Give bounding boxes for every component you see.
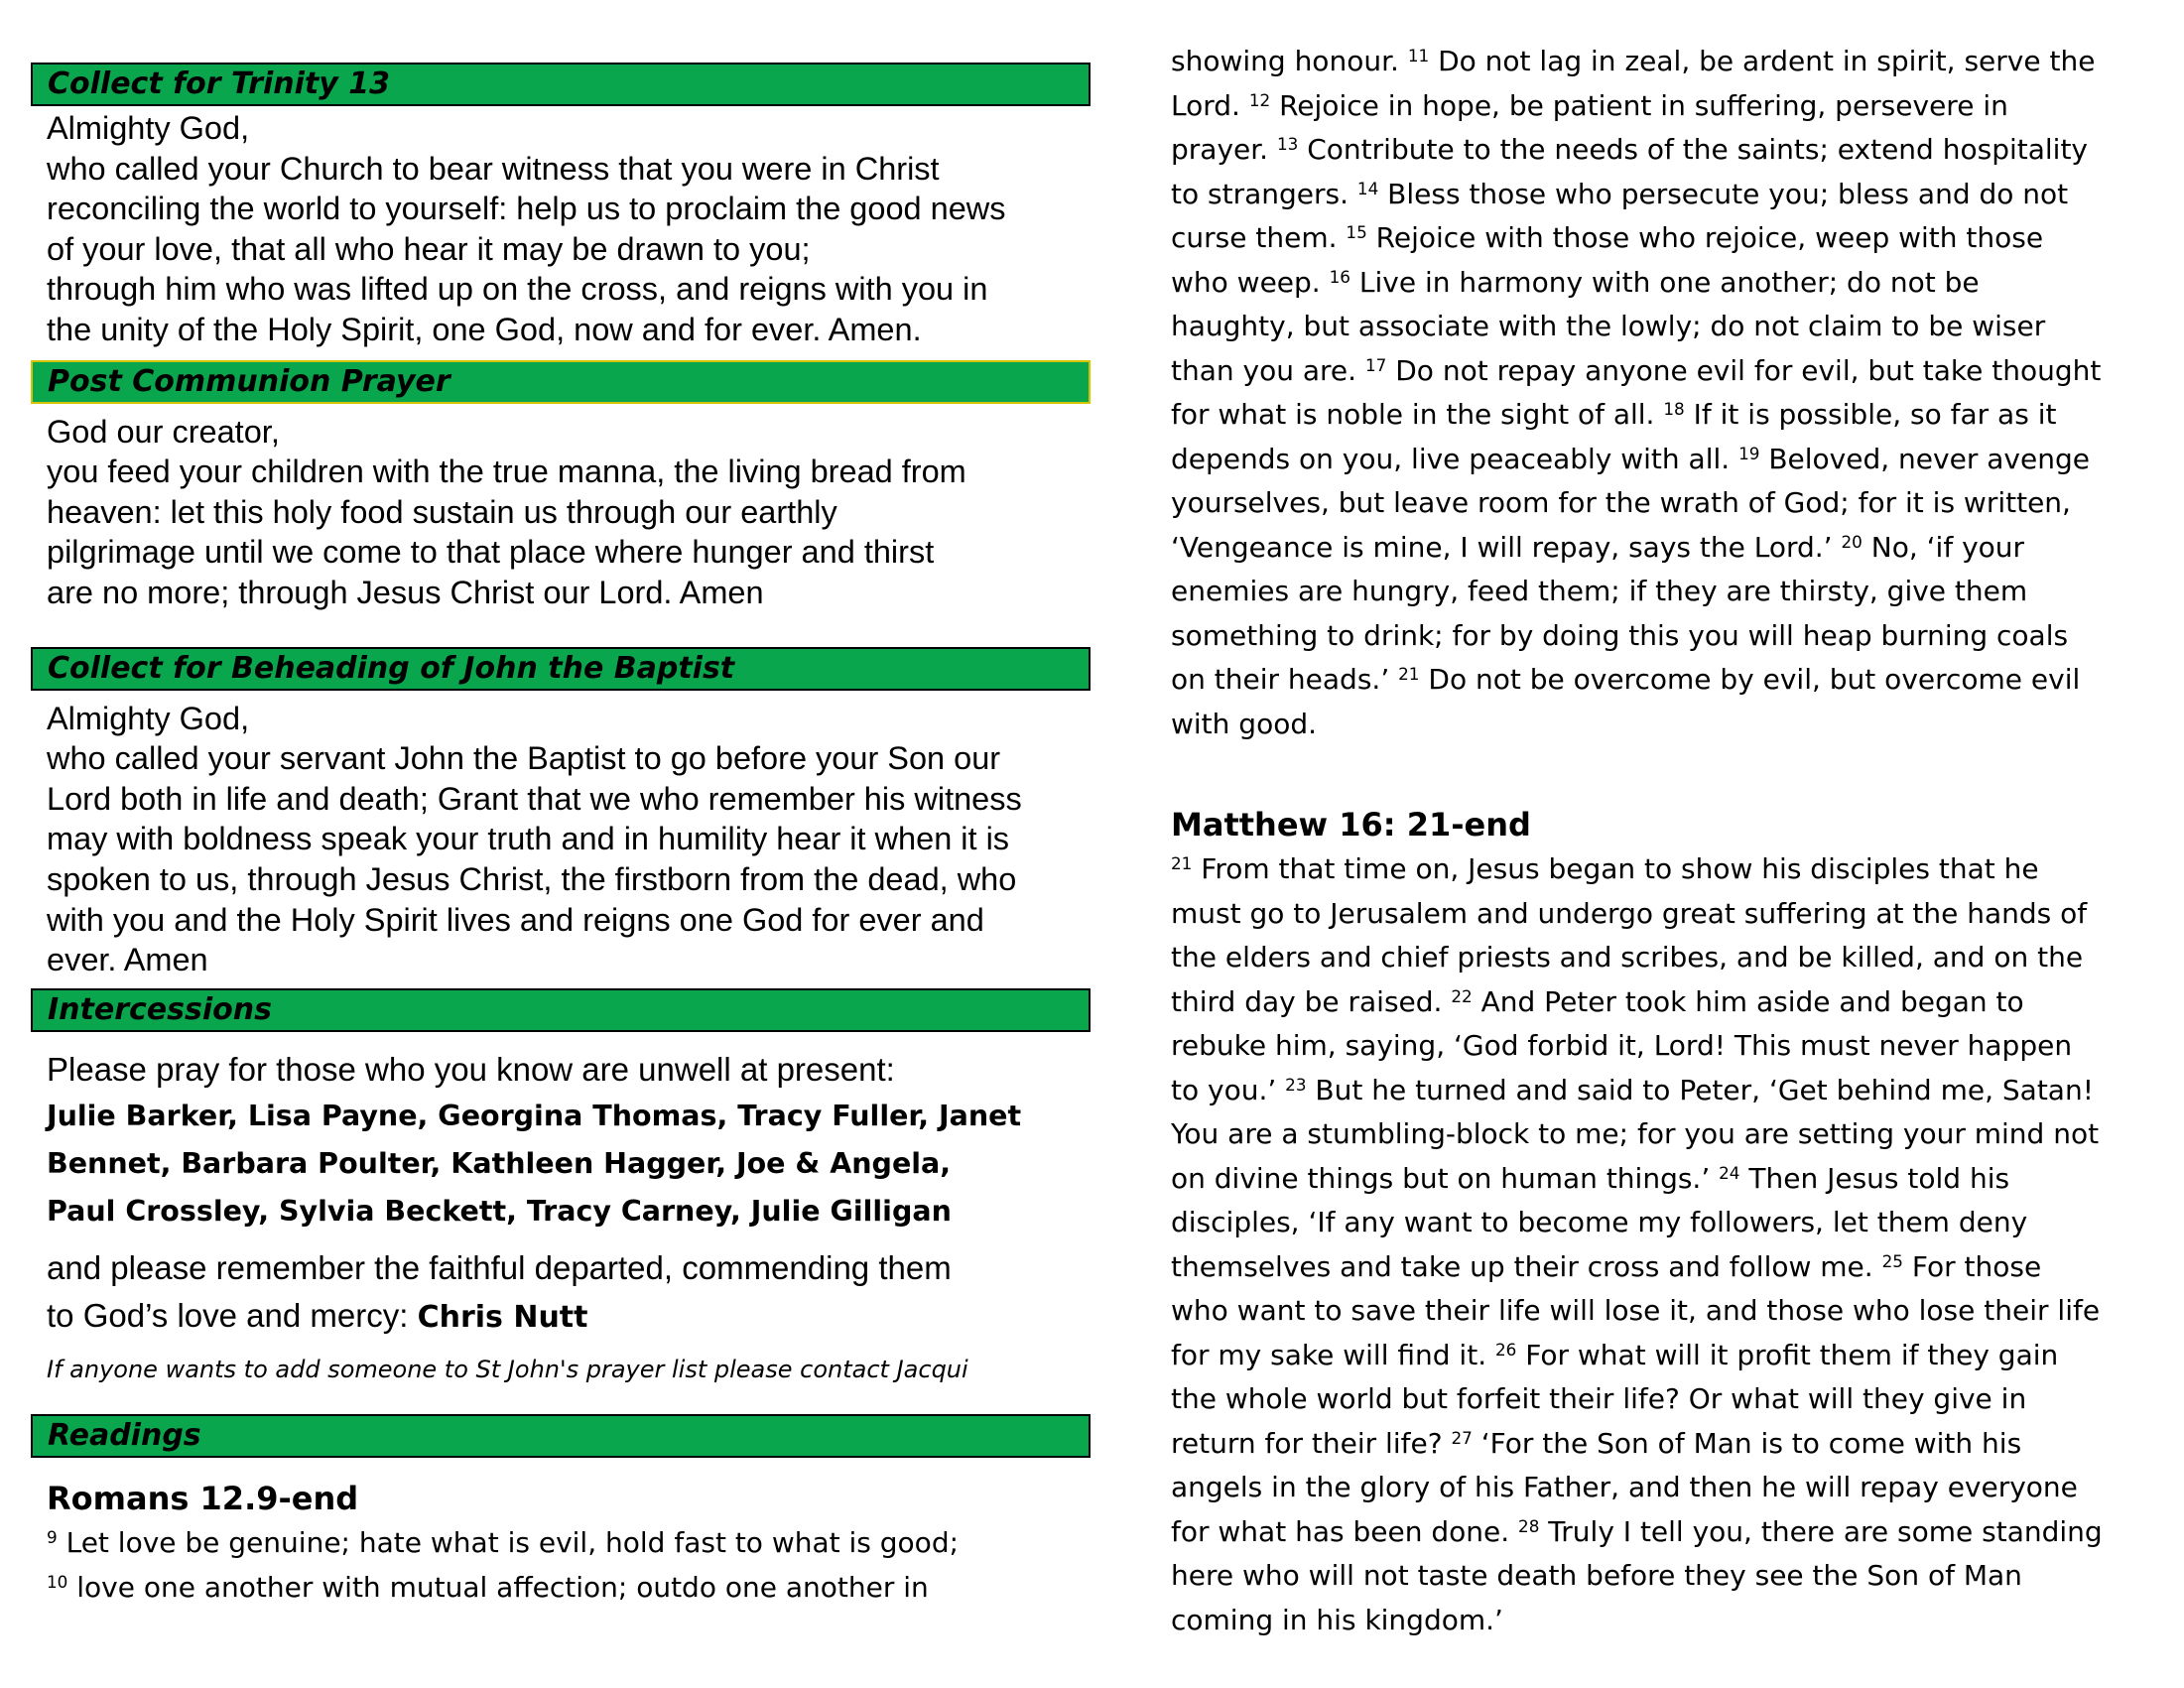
departed-name: Chris Nutt — [417, 1299, 588, 1335]
verse-text: Contribute to the needs of the saints; extend hospitality — [1298, 133, 2088, 166]
verse-text: who weep. — [1171, 265, 1330, 299]
verse-text: And Peter took him aside and began to — [1472, 984, 2024, 1018]
left-column — [31, 63, 1091, 1610]
romans-text-continued — [1171, 40, 2161, 746]
collect-trinity-heading: Collect for Trinity 13 — [31, 63, 1091, 106]
scripture-line — [1171, 1334, 2161, 1378]
scripture-line — [47, 1521, 1091, 1566]
prayer-line: Almighty God, — [47, 110, 250, 146]
verse-number: 21 — [1398, 663, 1420, 684]
verse-text: on their heads.’ — [1171, 663, 1399, 696]
verse-text: prayer. — [1171, 133, 1277, 166]
verse-text: coming in his kingdom.’ — [1171, 1603, 1503, 1636]
intercessions-names — [31, 1093, 1091, 1235]
scripture-line — [1171, 526, 2161, 571]
collect-john-text — [31, 699, 1091, 980]
departed-line-2 — [31, 1292, 1091, 1342]
verse-text: something to drink; for by doing this you will heap burning coals — [1171, 618, 2069, 652]
names-line: Paul Crossley, Sylvia Beckett, Tracy Carney, Julie Gilligan — [47, 1195, 952, 1229]
scripture-line — [1171, 1112, 2161, 1157]
matthew-text — [1171, 847, 2161, 1642]
verse-text: love one another with mutual affection; outdo one another in — [67, 1570, 929, 1604]
departed-text: to God’s love and mercy: — [47, 1296, 418, 1334]
scripture-line — [1171, 1201, 2161, 1245]
scripture-line — [1171, 570, 2161, 614]
verse-number: 25 — [1881, 1250, 1903, 1271]
verse-text: Then Jesus told his — [1739, 1161, 2010, 1195]
matthew-title: Matthew 16: 21-end — [1171, 806, 1531, 844]
scripture-line — [1171, 216, 2161, 261]
scripture-line — [1171, 173, 2161, 217]
verse-text: for my sake will find it. — [1171, 1338, 1495, 1371]
verse-text: must go to Jerusalem and undergo great suffering at the hands of — [1171, 896, 2088, 930]
prayer-line: reconciling the world to yourself: help us to proclaim the good news — [47, 191, 1006, 227]
prayer-line: the unity of the Holy Spirit, one God, now and for ever. Amen. — [47, 311, 922, 347]
verse-text: on divine things but on human things.’ — [1171, 1161, 1720, 1195]
post-communion-text — [31, 412, 1091, 613]
verse-text: for what is noble in the sight of all. — [1171, 398, 1664, 431]
verse-text: If it is possible, so far as it — [1684, 398, 2057, 431]
verse-text: Let love be genuine; hate what is evil, hold fast to what is good; — [57, 1526, 960, 1560]
prayer-line: Lord both in life and death; Grant that we who remember his witness — [47, 780, 1022, 817]
verse-number: 17 — [1364, 354, 1387, 375]
verse-number: 18 — [1663, 398, 1685, 419]
scripture-line — [1171, 84, 2161, 129]
right-column — [1171, 40, 2161, 1642]
prayer-line: heaven: let this holy food sustain us through our earthly — [47, 493, 837, 530]
verse-text: No, ‘if your — [1862, 530, 2025, 564]
verse-text: rebuke him, saying, ‘God forbid it, Lord! This must never happen — [1171, 1029, 2073, 1062]
scripture-line — [1171, 1289, 2161, 1334]
scripture-line — [1171, 1466, 2161, 1510]
names-line: Bennet, Barbara Poulter, Kathleen Hagger, Joe & Angela, — [47, 1147, 952, 1181]
departed-line-1: and please remember the faithful departed, commending them — [47, 1249, 952, 1287]
verse-number: 20 — [1841, 531, 1863, 552]
prayer-line: Almighty God, — [47, 700, 250, 736]
scripture-line — [1171, 1554, 2161, 1599]
verse-text: ‘For the Son of Man is to come with his — [1472, 1426, 2022, 1460]
verse-text: Rejoice in hope, be patient in suffering, persevere in — [1270, 88, 2008, 122]
prayer-line: spoken to us, through Jesus Christ, the firstborn from the dead, who — [47, 860, 1017, 897]
scripture-line — [1171, 936, 2161, 980]
scripture-line — [1171, 892, 2161, 937]
verse-text: For those — [1902, 1249, 2042, 1283]
verse-text: yourselves, but leave room for the wrath of God; for it is written, — [1171, 486, 2071, 519]
prayer-line: God our creator, — [47, 413, 280, 450]
scripture-line — [1171, 1510, 2161, 1555]
verse-text: the whole world but forfeit their life? Or what will they give in — [1171, 1382, 2027, 1415]
verse-number: 28 — [1518, 1515, 1540, 1536]
verse-number: 23 — [1285, 1074, 1307, 1095]
verse-text: Bless those who persecute you; bless and do not — [1378, 177, 2069, 210]
verse-number: 13 — [1276, 133, 1299, 154]
scripture-line — [1171, 349, 2161, 394]
romans-text-left — [31, 1521, 1091, 1610]
prayer-line: you feed your children with the true manna, the living bread from — [47, 454, 966, 490]
verse-text: Truly I tell you, there are some standing — [1539, 1514, 2103, 1548]
prayer-line: through him who was lifted up on the cross, and reigns with you in — [47, 271, 988, 308]
verse-number: 27 — [1451, 1427, 1473, 1448]
verse-text: Live in harmony with one another; do not be — [1349, 265, 1980, 299]
scripture-line — [1171, 658, 2161, 703]
scripture-line — [1171, 481, 2161, 526]
scripture-line — [1171, 1245, 2161, 1290]
verse-text: haughty, but associate with the lowly; do not claim to be wiser — [1171, 310, 2046, 342]
verse-text: to strangers. — [1171, 177, 1357, 210]
verse-number: 11 — [1407, 45, 1430, 65]
scripture-line — [1171, 128, 2161, 173]
verse-text: Do not lag in zeal, be ardent in spirit, serve the — [1429, 45, 2096, 77]
verse-text: Do not be overcome by evil, but overcome evil — [1419, 663, 2081, 696]
verse-text: who want to save their life will lose it, and those who lose their life — [1171, 1294, 2101, 1327]
scripture-line — [47, 1566, 1091, 1611]
verse-number: 15 — [1346, 221, 1367, 242]
prayer-line: who called your servant John the Baptist to go before your Son our — [47, 740, 1001, 777]
verse-number: 9 — [47, 1526, 58, 1547]
scripture-line — [1171, 438, 2161, 482]
verse-text: than you are. — [1171, 353, 1365, 387]
prayer-line: with you and the Holy Spirit lives and reigns one God for ever and — [47, 901, 984, 938]
verse-number: 19 — [1738, 443, 1760, 463]
scripture-line — [1171, 847, 2161, 892]
verse-text: curse them. — [1171, 221, 1347, 254]
scripture-line — [1171, 1069, 2161, 1113]
verse-number: 14 — [1356, 178, 1379, 198]
readings-heading: Readings — [31, 1414, 1091, 1458]
verse-text: But he turned and said to Peter, ‘Get behind me, Satan! — [1306, 1073, 2094, 1106]
verse-text: Beloved, never avenge — [1759, 442, 2090, 475]
verse-number: 24 — [1719, 1162, 1740, 1183]
scripture-line — [1171, 703, 2161, 747]
verse-number: 21 — [1171, 852, 1193, 873]
prayer-line: are no more; through Jesus Christ our Lord. Amen — [47, 574, 764, 610]
collect-john-heading: Collect for Beheading of John the Baptist — [31, 647, 1091, 691]
verse-number: 12 — [1248, 89, 1271, 110]
scripture-line — [1171, 1377, 2161, 1422]
verse-text: You are a stumbling-block to me; for you are setting your mind not — [1171, 1117, 2100, 1150]
verse-number: 10 — [47, 1571, 68, 1592]
verse-text: return for their life? — [1171, 1426, 1452, 1460]
verse-text: the elders and chief priests and scribes, and be killed, and on the — [1171, 941, 2084, 974]
scripture-line — [1171, 1599, 2161, 1643]
verse-number: 22 — [1451, 985, 1473, 1006]
verse-text: here who will not taste death before they see the Son of Man — [1171, 1559, 2022, 1592]
verse-text: angels in the glory of his Father, and then he will repay everyone — [1171, 1471, 2078, 1503]
scripture-line — [1171, 1422, 2161, 1467]
scripture-line — [1171, 261, 2161, 306]
scripture-line — [1171, 1024, 2161, 1069]
verse-text: depends on you, live peaceably with all. — [1171, 442, 1739, 475]
verse-text: For what will it profit them if they gain — [1516, 1338, 2059, 1371]
verse-text: Lord. — [1171, 88, 1249, 122]
romans-title: Romans 12.9-end — [47, 1480, 359, 1518]
verse-number: 16 — [1329, 266, 1350, 287]
prayer-line: pilgrimage until we come to that place where hunger and thirst — [47, 534, 935, 571]
names-line: Julie Barker, Lisa Payne, Georgina Thomas, Tracy Fuller, Janet — [47, 1100, 1022, 1133]
scripture-line — [1171, 980, 2161, 1025]
verse-text: ‘Vengeance is mine, I will repay, says the Lord.’ — [1171, 530, 1842, 564]
prayer-line: may with boldness speak your truth and in humility hear it when it is — [47, 821, 1010, 857]
prayer-list-note: If anyone wants to add someone to St John's prayer list please contact Jacqui — [47, 1356, 968, 1384]
prayer-line: ever. Amen — [47, 942, 208, 978]
verse-text: with good. — [1171, 707, 1318, 740]
scripture-line — [1171, 40, 2161, 84]
collect-trinity-text — [31, 108, 1091, 350]
intercessions-heading: Intercessions — [31, 988, 1091, 1032]
verse-text: showing honour. — [1171, 45, 1408, 77]
verse-text: themselves and take up their cross and follow me. — [1171, 1249, 1882, 1283]
verse-text: third day be raised. — [1171, 984, 1452, 1018]
scripture-line — [1171, 393, 2161, 438]
verse-text: Do not repay anyone evil for evil, but take thought — [1386, 353, 2102, 387]
scripture-line — [1171, 614, 2161, 659]
intercessions-intro: Please pray for those who you know are unwell at present: — [47, 1050, 895, 1088]
verse-text: From that time on, Jesus began to show his disciples that he — [1192, 852, 2039, 885]
post-communion-heading: Post Communion Prayer — [31, 360, 1091, 404]
verse-text: to you.’ — [1171, 1073, 1286, 1106]
prayer-line: of your love, that all who hear it may be drawn to you; — [47, 230, 811, 267]
verse-number: 26 — [1495, 1339, 1517, 1360]
scripture-line — [1171, 305, 2161, 349]
verse-text: Rejoice with those who rejoice, weep with those — [1366, 221, 2044, 254]
verse-text: enemies are hungry, feed them; if they are thirsty, give them — [1171, 575, 2028, 607]
verse-text: disciples, ‘If any want to become my followers, let them deny — [1171, 1206, 2028, 1238]
prayer-line: who called your Church to bear witness that you were in Christ — [47, 150, 940, 187]
scripture-line — [1171, 1157, 2161, 1202]
verse-text: for what has been done. — [1171, 1514, 1519, 1548]
